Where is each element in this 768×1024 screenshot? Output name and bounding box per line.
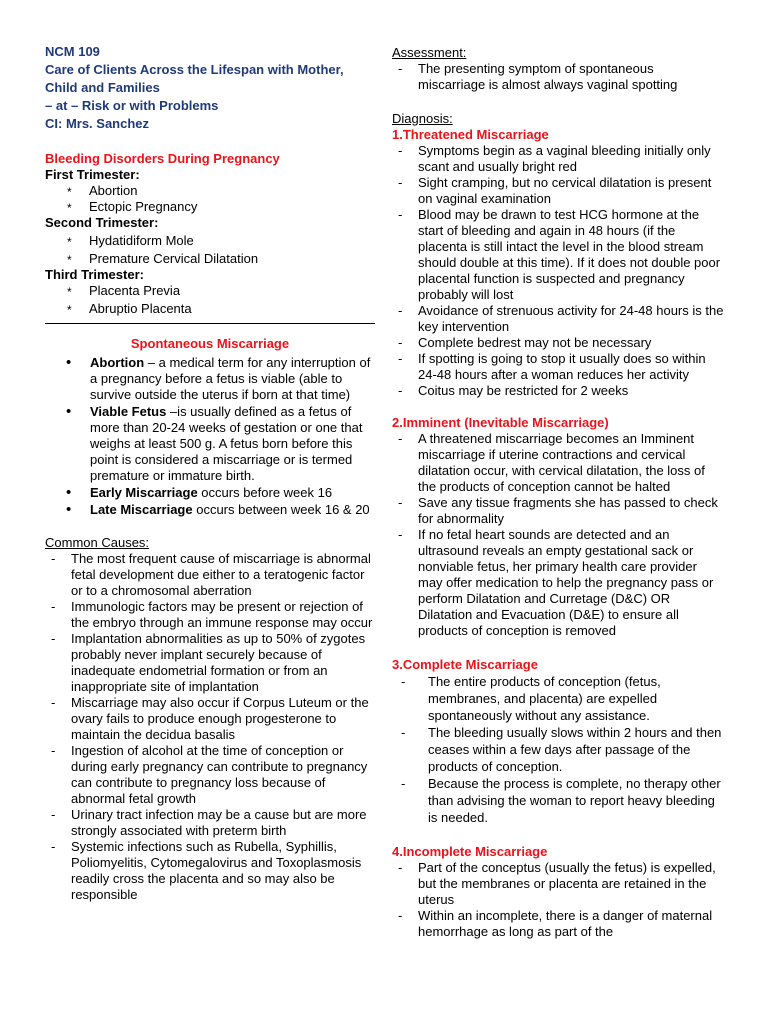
definition-item (45, 404, 375, 484)
list-item: - If no fetal heart sounds are detected and an ultrasound reveals an empty gestational sack or nonviable fetus, her primary health care provider may offer medication to help the pregnancy pass or perform Dilatation and Curretage (D&C) OR Dilatation and Evacuation (D&E) to ensure all products of conception is removed (392, 527, 724, 639)
definition-text: –is usually defined as a fetus of more than 20-24 weeks of gestation or one that weighs at least 500 g. A fetus born before this point is considered a miscarriage or is termed premature or immature birth. (90, 404, 363, 483)
course-title-line2: Child and Families (45, 80, 160, 95)
list-item: - Within an incomplete, there is a danger of maternal hemorrhage as long as part of the (392, 908, 724, 940)
definition-item (45, 485, 375, 501)
list-item: * Hydatidiform Mole (45, 233, 375, 249)
course-title-line3: – at – Risk or with Problems (45, 98, 219, 113)
first-trimester-label: First Trimester: (45, 167, 140, 182)
list-item: - Ingestion of alcohol at the time of conception or during early pregnancy can contribute to pregnancy can contribute to pregnancy loss because of abnormal fetal growth (45, 743, 375, 807)
assessment-label: Assessment: (392, 45, 467, 60)
second-trimester-label: Second Trimester: (45, 215, 159, 230)
list-item: - Sight cramping, but no cervical dilatation is present on vaginal examination (392, 175, 724, 207)
diagnosis-label: Diagnosis: (392, 111, 453, 126)
list-item: - Avoidance of strenuous activity for 24-48 hours is the key intervention (392, 303, 724, 335)
common-causes-label: Common Causes: (45, 535, 150, 550)
assessment-list (392, 61, 724, 93)
spontaneous-miscarriage-title: Spontaneous Miscarriage (130, 336, 290, 351)
third-trimester-label: Third Trimester: (45, 267, 144, 282)
definition-item (45, 502, 375, 518)
list-item: - If spotting is going to stop it usually does so within 24-48 hours after a woman reduces her activity (392, 351, 724, 383)
course-title-line1: Care of Clients Across the Lifespan with Mother, (45, 62, 344, 77)
list-item: - Blood may be drawn to test HCG hormone at the start of bleeding and again in 48 hours (if the placenta is still intact the level in the blood stream should double at this time). If it does not double poor placental function is suspected and pregnancy probably will lost (392, 207, 724, 303)
list-item: - Urinary tract infection may be a cause but are more strongly associated with preterm birth (45, 807, 375, 839)
list-item: - The presenting symptom of spontaneous miscarriage is almost always vaginal spotting (392, 61, 724, 93)
incomplete-list (392, 860, 724, 940)
list-item: - Immunologic factors may be present or rejection of the embryo through an immune response may occur (45, 599, 375, 631)
clinical-instructor: CI: Mrs. Sanchez (45, 116, 150, 131)
imminent-title: 2.Imminent (Inevitable Miscarriage) (392, 415, 609, 430)
list-item: - Coitus may be restricted for 2 weeks (392, 383, 724, 399)
list-item: * Ectopic Pregnancy (45, 199, 375, 215)
definition-text: occurs before week 16 (197, 485, 333, 500)
definition-term: Viable Fetus (90, 404, 167, 419)
third-trimester-list (45, 283, 375, 317)
list-item: - Complete bedrest may not be necessary (392, 335, 724, 351)
definitions-list (45, 355, 375, 518)
threatened-list (392, 143, 724, 399)
list-item: - The most frequent cause of miscarriage is abnormal fetal development due either to a teratogenic factor or to a chromosomal aberration (45, 551, 375, 599)
list-item: - Implantation abnormalities as up to 50% of zygotes probably never implant securely because of inadequate endometrial formation or from an inappropriate site of implantation (45, 631, 375, 695)
section-divider (45, 323, 375, 324)
bleeding-disorders-title: Bleeding Disorders During Pregnancy (45, 151, 280, 166)
first-trimester-list (45, 183, 375, 215)
list-item: - Symptoms begin as a vaginal bleeding initially only scant and usually bright red (392, 143, 724, 175)
list-item: - Miscarriage may also occur if Corpus Luteum or the ovary fails to produce enough progesterone to maintain the decidua basalis (45, 695, 375, 743)
list-item: * Premature Cervical Dilatation (45, 251, 375, 267)
list-item: - Systemic infections such as Rubella, Syphillis, Poliomyelitis, Cytomegalovirus and Toxoplasmosis readily cross the placenta and so may also be responsible (45, 839, 375, 903)
left-column (45, 0, 375, 903)
list-item: - Part of the conceptus (usually the fetus) is expelled, but the membranes or placenta are retained in the uterus (392, 860, 724, 908)
imminent-list (392, 431, 724, 639)
second-trimester-list (45, 233, 375, 267)
list-item: * Abruptio Placenta (45, 301, 375, 317)
complete-title: 3.Complete Miscarriage (392, 657, 538, 672)
list-item: - The bleeding usually slows within 2 hours and then ceases within a few days after passage of the products of conception. (392, 724, 724, 775)
list-item: - Save any tissue fragments she has passed to check for abnormality (392, 495, 724, 527)
common-causes-list (45, 551, 375, 903)
right-column (392, 0, 724, 940)
list-item: - A threatened miscarriage becomes an Imminent miscarriage if uterine contractions and cervical dilatation occur, with cervical dilatation, the loss of the products of conception cannot be halted (392, 431, 724, 495)
list-item: * Abortion (45, 183, 375, 199)
list-item: - Because the process is complete, no therapy other than advising the woman to report heavy bleeding is needed. (392, 775, 724, 826)
complete-list (392, 673, 724, 826)
definition-term: Late Miscarriage (90, 502, 193, 517)
threatened-title: 1.Threatened Miscarriage (392, 127, 549, 142)
list-item: * Placenta Previa (45, 283, 375, 299)
definition-term: Abortion (90, 355, 145, 370)
definition-text: – a medical term for any interruption of a pregnancy before a fetus is viable (able to survive outside the uterus if born at that time) (90, 355, 371, 402)
definition-text: occurs between week 16 & 20 (192, 502, 370, 517)
course-code: NCM 109 (45, 44, 100, 59)
incomplete-title: 4.Incomplete Miscarriage (392, 844, 548, 859)
definition-item (45, 355, 375, 403)
list-item: - The entire products of conception (fetus, membranes, and placenta) are expelled spontaneously without any assistance. (392, 673, 724, 724)
definition-term: Early Miscarriage (90, 485, 198, 500)
